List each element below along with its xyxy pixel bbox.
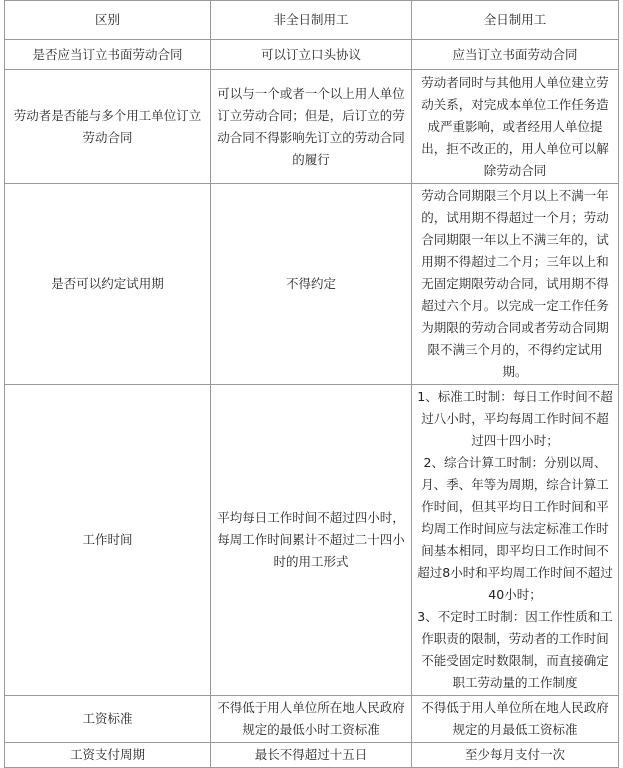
- header-full-time: 全日制用工: [412, 1, 619, 40]
- row-label: 工作时间: [5, 385, 211, 696]
- table-row: [5, 184, 619, 385]
- full-time-cell: [412, 385, 619, 696]
- full-time-cell: 劳动合同期限三个月以上不满一年的，试用期不得超过一个月；劳动合同期限一年以上不满三年的，试用期不得超过二个月；三年以上和无固定期限劳动合同，试用期不得超过六个月。以完成一定工作任务为期限的劳动合同或者劳动合同期限不满三个月的，不得约定试用期。: [412, 184, 619, 385]
- full-time-cell: 应当订立书面劳动合同: [412, 40, 619, 70]
- full-time-cell: 劳动者同时与其他用人单位建立劳动关系，对完成本单位工作任务造成严重影响，或者经用人单位提出，拒不改正的，用人单位可以解除劳动合同: [412, 70, 619, 184]
- header-difference: 区别: [5, 1, 211, 40]
- header-row: [5, 1, 619, 40]
- table-row: [5, 743, 619, 768]
- work-hours-item: 1、标准工时制：每日工作时间不超过八小时，平均每周工作时间不超过四十四小时；: [417, 389, 613, 448]
- part-time-cell: 可以与一个或者一个以上用人单位订立劳动合同；但是，后订立的劳动合同不得影响先订立的劳动合同的履行: [211, 70, 412, 184]
- part-time-cell: 不得低于用人单位所在地人民政府规定的最低小时工资标准: [211, 696, 412, 743]
- part-time-cell: 不得约定: [211, 184, 412, 385]
- part-time-cell: 最长不得超过十五日: [211, 743, 412, 768]
- table-row: [5, 696, 619, 743]
- part-time-cell: 平均每日工作时间不超过四小时，每周工作时间累计不超过二十四小时的用工形式: [211, 385, 412, 696]
- row-label: 劳动者是否能与多个用工单位订立劳动合同: [5, 70, 211, 184]
- part-time-cell: 可以订立口头协议: [211, 40, 412, 70]
- work-hours-item: 2、综合计算工时制：分别以周、月、季、年等为周期，综合计算工作时间，但其平均日工作时间和平均周工作时间应与法定标准工作时间基本相同，即平均日工作时间不超过8小时和平均周工作时间不超过40小时；: [417, 455, 613, 602]
- full-time-cell: 至少每月支付一次: [412, 743, 619, 768]
- header-part-time: 非全日制用工: [211, 1, 412, 40]
- comparison-table: [4, 0, 619, 768]
- row-label: 是否应当订立书面劳动合同: [5, 40, 211, 70]
- table-row: [5, 70, 619, 184]
- row-label: 工资标准: [5, 696, 211, 743]
- row-label: 工资支付周期: [5, 743, 211, 768]
- full-time-cell: 不得低于用人单位所在地人民政府规定的月最低工资标准: [412, 696, 619, 743]
- table-row: [5, 40, 619, 70]
- work-hours-item: 3、不定时工时制：因工作性质和工作职责的限制，劳动者的工作时间不能受固定时数限制，而直接确定职工劳动量的工作制度: [417, 609, 613, 690]
- table-row: [5, 385, 619, 696]
- row-label: 是否可以约定试用期: [5, 184, 211, 385]
